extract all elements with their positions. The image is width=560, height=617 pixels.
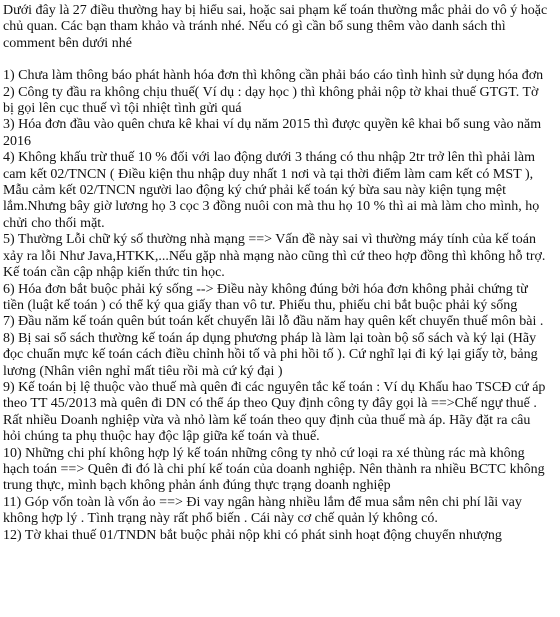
list-item: 4) Không khấu trừ thuế 10 % đối với lao động dưới 3 tháng có thu nhập 2tr trở lên thì phải làm cam kết 02/TNCN ( Điều kiện thu nhập duy nhất 1 nơi và tại thời điểm làm cam kết có MST ), Mẫu cảm kết 02/TNCN người lao động ký chứ phải kế toán ký bừa sau này kiện tụng mệt lắm.Nhưng bây giờ lương họ 3 cọc 3 đồng nuôi con mà thu họ 10 % thì ai mà làm cho mình, họ chửi cho thối mặt. [3, 150, 540, 231]
list-item: 7) Đầu năm kế toán quên bút toán kết chuyển lãi lỗ đầu năm hay quên kết chuyển thuế môn bài . [3, 314, 544, 330]
list-item: 2) Công ty đầu ra không chịu thuế( Ví dụ : dạy học ) thì không phải nộp tờ khai thuế GTGT. Tờ bị gọi lên cục thuế vì tội nhiệt tình gửi quá [3, 84, 539, 117]
blank-line [3, 52, 551, 68]
list-item: 8) Bị sai sổ sách thường kế toán áp dụng phương pháp là làm lại toàn bộ sổ sách và ký lại (Hãy đọc chuẩn mực kế toán cách điều chỉnh hồi tố và phi hồi tố ). Cứ nghĩ lại đi ký lại giấy tờ, bảng lương (Nhân viên nghỉ mất tiêu rồi mà cứ ký đại ) [3, 330, 538, 379]
list-item: 12) Tờ khai thuế 01/TNDN bắt buộc phải nộp khi có phát sinh hoạt động chuyển nhượng [3, 527, 502, 543]
list-item: 3) Hóa đơn đầu vào quên chưa kê khai ví dụ năm 2015 thì được quyền kê khai bổ sung vào năm 2016 [3, 117, 542, 149]
list-item: 1) Chưa làm thông báo phát hành hóa đơn thì không cần phải báo cáo tình hình sử dụng hóa đơn [3, 68, 544, 84]
intro-paragraph: Dưới đây là 27 điều thường hay bị hiểu sai, hoặc sai phạm kế toán thường mắc phải do vô ý hoặc chủ quan. Các bạn tham khảo và tránh nhé. Nếu có gì cần bổ sung thêm vào danh sách thì comment bên dưới nhé [3, 3, 548, 51]
list-item: 5) Thường Lỗi chữ ký số thường nhà mạng ==> Vấn đề này sai vì thường máy tính của kế toán xảy ra lỗi Như Java,HTKK,...Nếu gặp nhà mạng nào cũng thì cứ theo hợp đồng thì không hỗ trợ. Kế toán cần cập nhập kiến thức tin học. [3, 232, 546, 281]
list-item: 10) Những chi phí không hợp lý kế toán những công ty nhỏ cứ loại ra xé thùng rác mà không hạch toán ==> Quên đi đó là chi phí kế toán của doanh nghiệp. Nên thành ra nhiều BCTC không trung thực, mình bạch không phản ánh đúng thực trạng doanh nghiệp [3, 445, 545, 494]
list-item: 6) Hóa đơn bắt buộc phải ký sống --> Điều này không đúng bởi hóa đơn không phải chứng từ tiền (luật kế toán ) có thể ký qua giấy than vô tư. Phiếu thu, phiếu chi bắt buộc phải ký sống [3, 281, 528, 313]
page-cutoff [0, 613, 560, 617]
list-item: 9) Kế toán bị lệ thuộc vào thuế mà quên đi các nguyên tắc kế toán : Ví dụ Khấu hao TSCĐ cứ áp theo TT 45/2013 mà quên đi DN có thể áp theo Quy định công ty đây gọi là ==>Chế ngự thuế . Rất nhiều Doanh nghiệp vừa và nhỏ làm kế toán theo quy định của thuế mà áp. Hãy đặt ra câu hỏi chúng ta phụ thuộc hay độc lập giữa kế toán và thuế. [3, 379, 546, 445]
list-item: 11) Góp vốn toàn là vốn ảo ==> Đi vay ngân hàng nhiều lắm để mua sắm nên chi phí lãi vay không hợp lý . Tình trạng này rất phổ biến . Cái này cơ chế quản lý không có. [3, 494, 522, 527]
document-body [3, 3, 551, 544]
